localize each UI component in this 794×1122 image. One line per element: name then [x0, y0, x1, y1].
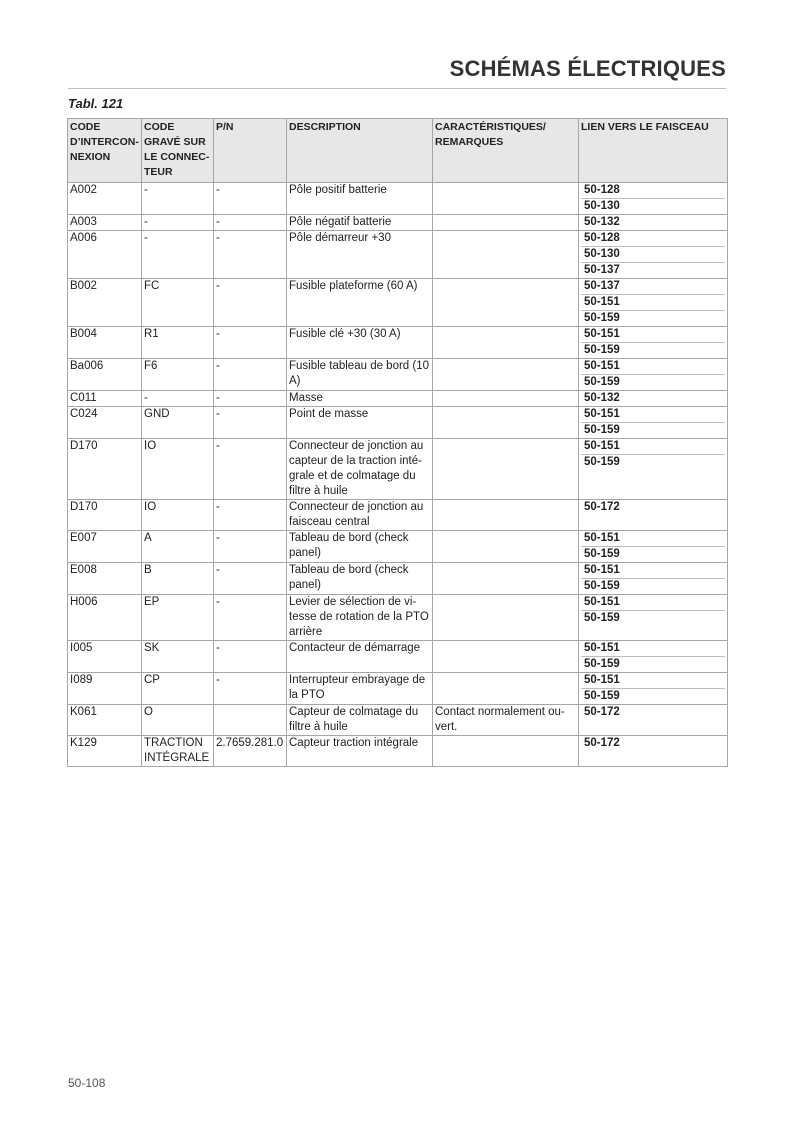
- harness-links-cell: [579, 391, 728, 407]
- harness-link: 50-151: [581, 439, 725, 455]
- harness-link: 50-137: [581, 279, 725, 295]
- harness-link: 50-132: [584, 216, 620, 228]
- harness-link: 50-151: [581, 563, 725, 579]
- harness-link: 50-151: [581, 595, 725, 611]
- engraved-code-cell: F6: [142, 359, 214, 391]
- engraved-code-cell: -: [142, 183, 214, 215]
- interconnection-code-cell: D170: [68, 439, 142, 500]
- part-number-cell: -: [214, 407, 287, 439]
- part-number-cell: -: [214, 500, 287, 531]
- table-row: [68, 359, 728, 391]
- harness-link: 50-151: [581, 295, 725, 311]
- description-cell: Pôle démarreur +30: [287, 231, 433, 279]
- harness-links-cell: [579, 231, 728, 279]
- harness-link: 50-130: [581, 247, 725, 263]
- remarks-cell: [433, 327, 579, 359]
- harness-link: 50-159: [584, 658, 620, 670]
- part-number-cell: -: [214, 673, 287, 705]
- harness-link: 50-159: [584, 456, 620, 468]
- interconnection-code-cell: I005: [68, 641, 142, 673]
- harness-link: 50-159: [584, 424, 620, 436]
- table-row: [68, 391, 728, 407]
- table-row: [68, 705, 728, 736]
- column-header: DESCRIPTION: [287, 119, 433, 183]
- interconnection-code-cell: A006: [68, 231, 142, 279]
- column-header: P/N: [214, 119, 287, 183]
- interconnection-code-cell: I089: [68, 673, 142, 705]
- part-number-cell: 2.7659.281.0: [214, 736, 287, 767]
- harness-link: 50-130: [584, 200, 620, 212]
- harness-link: 50-159: [584, 312, 620, 324]
- table-row: [68, 327, 728, 359]
- table-row: [68, 500, 728, 531]
- part-number-cell: -: [214, 531, 287, 563]
- engraved-code-cell: FC: [142, 279, 214, 327]
- part-number-cell: -: [214, 439, 287, 500]
- harness-links-cell: [579, 439, 728, 500]
- engraved-code-cell: O: [142, 705, 214, 736]
- interconnection-code-cell: B004: [68, 327, 142, 359]
- part-number-cell: -: [214, 641, 287, 673]
- harness-link: 50-151: [581, 359, 725, 375]
- description-cell: Contacteur de démarrage: [287, 641, 433, 673]
- remarks-cell: [433, 595, 579, 641]
- interconnection-code-cell: C024: [68, 407, 142, 439]
- connector-table: [67, 118, 728, 767]
- description-cell: Capteur traction intégrale: [287, 736, 433, 767]
- engraved-code-cell: R1: [142, 327, 214, 359]
- part-number-cell: -: [214, 595, 287, 641]
- harness-links-cell: [579, 531, 728, 563]
- harness-links-cell: [579, 595, 728, 641]
- harness-link: 50-151: [581, 407, 725, 423]
- table-row: [68, 563, 728, 595]
- table-body: [68, 183, 728, 767]
- harness-link: 50-159: [584, 376, 620, 388]
- harness-link: 50-172: [584, 706, 620, 718]
- part-number-cell: -: [214, 231, 287, 279]
- table-row: [68, 673, 728, 705]
- harness-link: 50-159: [584, 344, 620, 356]
- remarks-cell: [433, 563, 579, 595]
- interconnection-code-cell: K061: [68, 705, 142, 736]
- page-number: 50-108: [68, 1076, 106, 1090]
- table-row: [68, 407, 728, 439]
- harness-link: 50-159: [584, 612, 620, 624]
- table-row: [68, 531, 728, 563]
- description-cell: Fusible clé +30 (30 A): [287, 327, 433, 359]
- page-title: SCHÉMAS ÉLECTRIQUES: [449, 56, 726, 81]
- harness-links-cell: [579, 183, 728, 215]
- description-cell: Tableau de bord (check panel): [287, 531, 433, 563]
- interconnection-code-cell: E007: [68, 531, 142, 563]
- remarks-cell: [433, 231, 579, 279]
- table-row: [68, 231, 728, 279]
- interconnection-code-cell: K129: [68, 736, 142, 767]
- description-cell: Pôle négatif batterie: [287, 215, 433, 231]
- engraved-code-cell: TRACTION INTÉGRALE: [142, 736, 214, 767]
- harness-links-cell: [579, 563, 728, 595]
- column-header: CODE GRAVÉ SUR LE CONNEC-TEUR: [142, 119, 214, 183]
- table-row: [68, 736, 728, 767]
- remarks-cell: [433, 215, 579, 231]
- harness-link: 50-159: [584, 580, 620, 592]
- table-row: [68, 595, 728, 641]
- column-header: CODE D’INTERCON-NEXION: [68, 119, 142, 183]
- harness-link: 50-128: [581, 183, 725, 199]
- description-cell: Point de masse: [287, 407, 433, 439]
- harness-links-cell: [579, 673, 728, 705]
- harness-links-cell: [579, 407, 728, 439]
- engraved-code-cell: B: [142, 563, 214, 595]
- remarks-cell: [433, 531, 579, 563]
- part-number-cell: -: [214, 183, 287, 215]
- description-cell: Fusible tableau de bord (10 A): [287, 359, 433, 391]
- harness-link: 50-151: [581, 531, 725, 547]
- interconnection-code-cell: E008: [68, 563, 142, 595]
- remarks-cell: [433, 279, 579, 327]
- harness-link: 50-151: [581, 673, 725, 689]
- description-cell: Connecteur de jonction au capteur de la traction inté-grale et de colmatage du filtre à huile: [287, 439, 433, 500]
- table-row: [68, 641, 728, 673]
- engraved-code-cell: -: [142, 231, 214, 279]
- table-row: [68, 215, 728, 231]
- harness-link: 50-137: [584, 264, 620, 276]
- engraved-code-cell: SK: [142, 641, 214, 673]
- remarks-cell: [433, 183, 579, 215]
- description-cell: Pôle positif batterie: [287, 183, 433, 215]
- description-cell: Masse: [287, 391, 433, 407]
- engraved-code-cell: -: [142, 215, 214, 231]
- harness-link: 50-151: [581, 327, 725, 343]
- harness-link: 50-159: [584, 548, 620, 560]
- part-number-cell: -: [214, 279, 287, 327]
- remarks-cell: [433, 673, 579, 705]
- harness-links-cell: [579, 215, 728, 231]
- harness-links-cell: [579, 641, 728, 673]
- engraved-code-cell: -: [142, 391, 214, 407]
- table-caption: Tabl. 121: [68, 96, 124, 111]
- table-row: [68, 439, 728, 500]
- remarks-cell: Contact normalement ou-vert.: [433, 705, 579, 736]
- interconnection-code-cell: B002: [68, 279, 142, 327]
- harness-links-cell: [579, 500, 728, 531]
- description-cell: Connecteur de jonction au faisceau central: [287, 500, 433, 531]
- engraved-code-cell: IO: [142, 500, 214, 531]
- engraved-code-cell: EP: [142, 595, 214, 641]
- description-cell: Tableau de bord (check panel): [287, 563, 433, 595]
- part-number-cell: -: [214, 563, 287, 595]
- harness-links-cell: [579, 359, 728, 391]
- harness-link: 50-172: [584, 737, 620, 749]
- engraved-code-cell: IO: [142, 439, 214, 500]
- table-header-row: [68, 119, 728, 183]
- part-number-cell: -: [214, 391, 287, 407]
- remarks-cell: [433, 641, 579, 673]
- part-number-cell: -: [214, 215, 287, 231]
- interconnection-code-cell: H006: [68, 595, 142, 641]
- description-cell: Levier de sélection de vi-tesse de rotation de la PTO arrière: [287, 595, 433, 641]
- remarks-cell: [433, 359, 579, 391]
- remarks-cell: [433, 439, 579, 500]
- interconnection-code-cell: D170: [68, 500, 142, 531]
- remarks-cell: [433, 407, 579, 439]
- engraved-code-cell: A: [142, 531, 214, 563]
- interconnection-code-cell: A003: [68, 215, 142, 231]
- engraved-code-cell: GND: [142, 407, 214, 439]
- harness-link: 50-128: [581, 231, 725, 247]
- description-cell: Interrupteur embrayage de la PTO: [287, 673, 433, 705]
- harness-link: 50-159: [584, 690, 620, 702]
- table-row: [68, 183, 728, 215]
- interconnection-code-cell: Ba006: [68, 359, 142, 391]
- interconnection-code-cell: C011: [68, 391, 142, 407]
- part-number-cell: -: [214, 359, 287, 391]
- remarks-cell: [433, 500, 579, 531]
- remarks-cell: [433, 736, 579, 767]
- harness-link: 50-132: [584, 392, 620, 404]
- remarks-cell: [433, 391, 579, 407]
- harness-links-cell: [579, 736, 728, 767]
- engraved-code-cell: CP: [142, 673, 214, 705]
- harness-links-cell: [579, 279, 728, 327]
- table-row: [68, 279, 728, 327]
- harness-link: 50-172: [584, 501, 620, 513]
- description-cell: Capteur de colmatage du filtre à huile: [287, 705, 433, 736]
- part-number-cell: -: [214, 327, 287, 359]
- harness-links-cell: [579, 327, 728, 359]
- column-header: CARACTÉRISTIQUES/ REMARQUES: [433, 119, 579, 183]
- header-rule: [68, 88, 726, 89]
- interconnection-code-cell: A002: [68, 183, 142, 215]
- harness-link: 50-151: [581, 641, 725, 657]
- column-header: LIEN VERS LE FAISCEAU: [579, 119, 728, 183]
- description-cell: Fusible plateforme (60 A): [287, 279, 433, 327]
- harness-links-cell: [579, 705, 728, 736]
- part-number-cell: [214, 705, 287, 736]
